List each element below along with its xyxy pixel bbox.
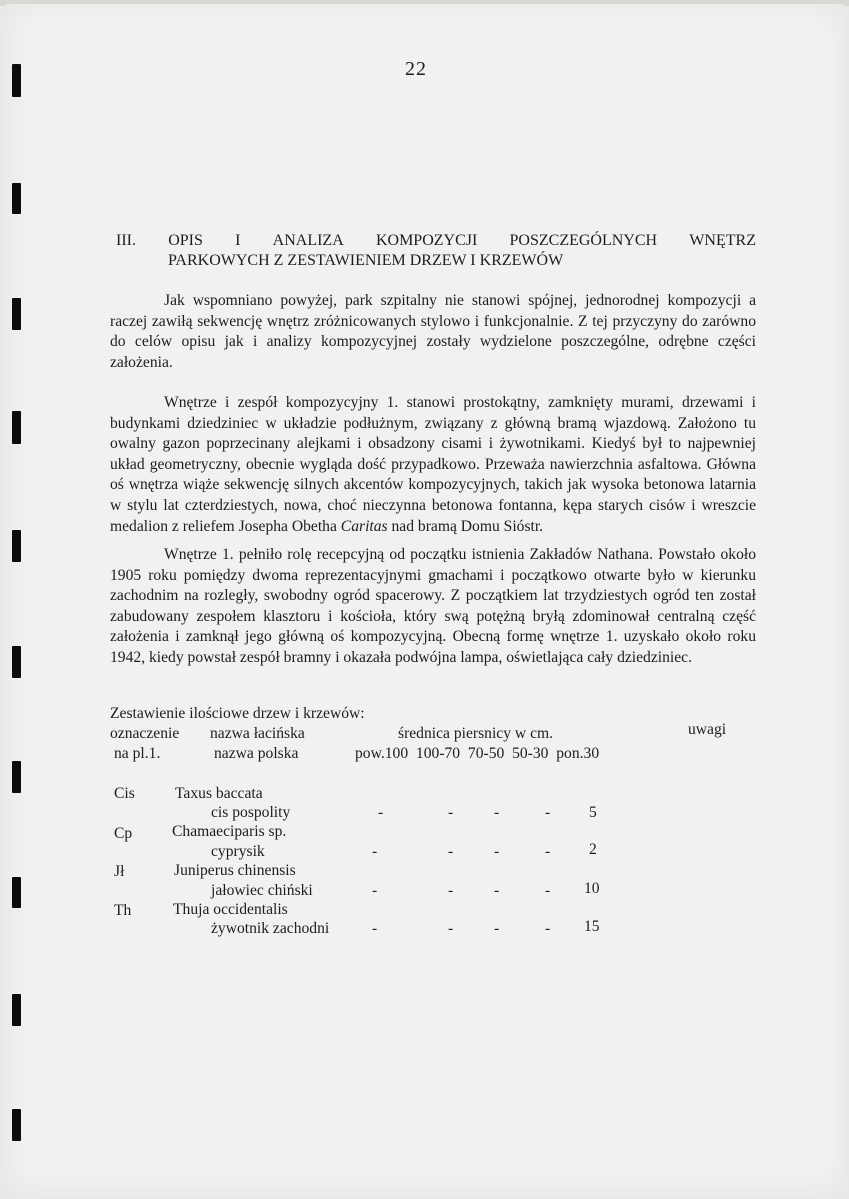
row-code: Jł xyxy=(114,863,125,880)
row-code: Cp xyxy=(114,825,133,842)
heading-numeral: III. xyxy=(116,232,136,249)
binding-mark xyxy=(12,646,21,678)
paragraph-text xyxy=(110,393,756,537)
row-cell: - xyxy=(545,843,551,860)
page-number: 22 xyxy=(405,58,427,80)
paragraph-tail: nad bramą Domu Sióstr. xyxy=(387,517,544,535)
binding-mark xyxy=(12,877,21,908)
row-cell: - xyxy=(494,804,500,821)
binding-mark xyxy=(12,761,21,793)
row-cell: 10 xyxy=(584,880,600,897)
header-polish: nazwa polska xyxy=(214,745,299,762)
section-heading xyxy=(116,231,756,271)
row-cell: - xyxy=(448,920,454,937)
row-latin: Taxus baccata xyxy=(175,785,263,802)
paragraph-history xyxy=(110,545,756,669)
binding-mark xyxy=(12,183,21,214)
row-cell: - xyxy=(372,843,378,860)
row-cell: 15 xyxy=(584,918,600,935)
heading-word: WNĘTRZ xyxy=(689,232,756,249)
row-cell: - xyxy=(545,882,551,899)
header-remarks: uwagi xyxy=(688,721,727,738)
row-cell: 5 xyxy=(589,804,597,821)
header-code: oznaczenie xyxy=(110,725,180,742)
italic-term: Caritas xyxy=(340,517,388,535)
row-cell: - xyxy=(545,804,551,821)
paragraph-text: Wnętrze 1. pełniło rolę recepcyjną od początku istnienia Zakładów Nathana. Powstało około 1905 roku pomiędzy dwoma reprezentacyjnymi gmachami i początkowo otwarte było w kierunku zachodnim na rozległy, swobodny ogród spacerowy. Z początkiem lat trzydziestych ogród ten został zabudowany zespołem klasztoru i kościoła, który swą potężną bryłą zdominował centralną część założenia i zamknął jego główną oś kompozycyjną. Obecną formę wnętrze 1. uzyskało około roku 1942, kiedy powstał zespół bramny i okazała podwójna lampa, oświetlająca cały dziedziniec. xyxy=(110,546,756,666)
row-cell: - xyxy=(372,882,378,899)
row-cell: - xyxy=(448,882,454,899)
row-cell: 2 xyxy=(589,841,597,858)
binding-mark xyxy=(12,298,21,330)
binding-mark xyxy=(12,994,21,1026)
heading-word: I xyxy=(235,232,241,249)
row-latin: Chamaeciparis sp. xyxy=(172,823,287,840)
heading-word: ANALIZA xyxy=(272,232,344,249)
paragraph-text: Jak wspomniano powyżej, park szpitalny nie stanowi spójnej, jednorodnej kompozycji a raczej zawiłą sekwencję wnętrz zróżnicowanych stylowo i funkcjonalnie. Z tej przyczyny do zarówno do celów opisu jak i analizy kompozycyjnej zostały wydzielone poszczególne, odrębne części założenia. xyxy=(110,292,756,371)
table-title: Zestawienie ilościowe drzew i krzewów: xyxy=(110,705,365,722)
row-cell: - xyxy=(494,920,500,937)
header-code-sub: na pl.1. xyxy=(114,745,161,762)
row-code: Th xyxy=(114,902,132,919)
header-diameter-classes: pow.100 100-70 70-50 50-30 pon.30 xyxy=(355,745,600,762)
row-polish: cyprysik xyxy=(211,843,265,860)
row-cell: - xyxy=(545,920,551,937)
row-polish: cis pospolity xyxy=(211,804,291,821)
row-polish: żywotnik zachodni xyxy=(211,920,330,937)
heading-word: POSZCZEGÓLNYCH xyxy=(509,232,658,249)
heading-word: KOMPOZYCJI xyxy=(375,232,478,249)
paragraph-intro xyxy=(110,291,756,373)
heading-word: OPIS xyxy=(168,232,203,249)
row-cell: - xyxy=(448,843,454,860)
row-cell: - xyxy=(372,920,378,937)
row-polish: jałowiec chiński xyxy=(211,882,313,899)
heading-line-1 xyxy=(116,231,756,251)
row-cell: - xyxy=(378,804,384,821)
row-cell: - xyxy=(494,882,500,899)
header-latin: nazwa łacińska xyxy=(210,725,305,742)
row-cell: - xyxy=(448,804,454,821)
binding-mark xyxy=(12,1109,21,1141)
row-cell: - xyxy=(494,843,500,860)
paragraph-interior-1 xyxy=(110,393,756,537)
row-code: Cis xyxy=(114,785,135,802)
header-diameter: średnica piersnicy w cm. xyxy=(398,725,554,742)
binding-mark xyxy=(12,411,21,444)
heading-line-2: PARKOWYCH Z ZESTAWIENIEM DRZEW I KRZEWÓW xyxy=(168,252,564,269)
binding-mark xyxy=(12,530,21,562)
binding-mark xyxy=(12,64,21,97)
paragraph-body: Wnętrze i zespół kompozycyjny 1. stanowi prostokątny, zamknięty murami, drzewami i budynkami dziedziniec w układzie podłużnym, związany z główną bramą wjazdową. Założono tu owalny gazon poprzecinany alejkami i obsadzony cisami i żywotnikami. Kiedyś był to najpewniej układ geometryczny, obecnie wygląda dość przypadkowo. Przeważa nawierzchnia asfaltowa. Główna oś wnętrza wiąże sekwencję silnych akcentów kompozycyjnych, takich jak wysoka betonowa latarnia w stylu lat czterdziestych, nowa, choć nieczynna betonowa fontanna, kępa starych cisów i wreszcie medalion z reliefem Josepha Obetha xyxy=(110,394,756,535)
row-latin: Thuja occidentalis xyxy=(173,901,288,918)
row-latin: Juniperus chinensis xyxy=(174,862,296,879)
